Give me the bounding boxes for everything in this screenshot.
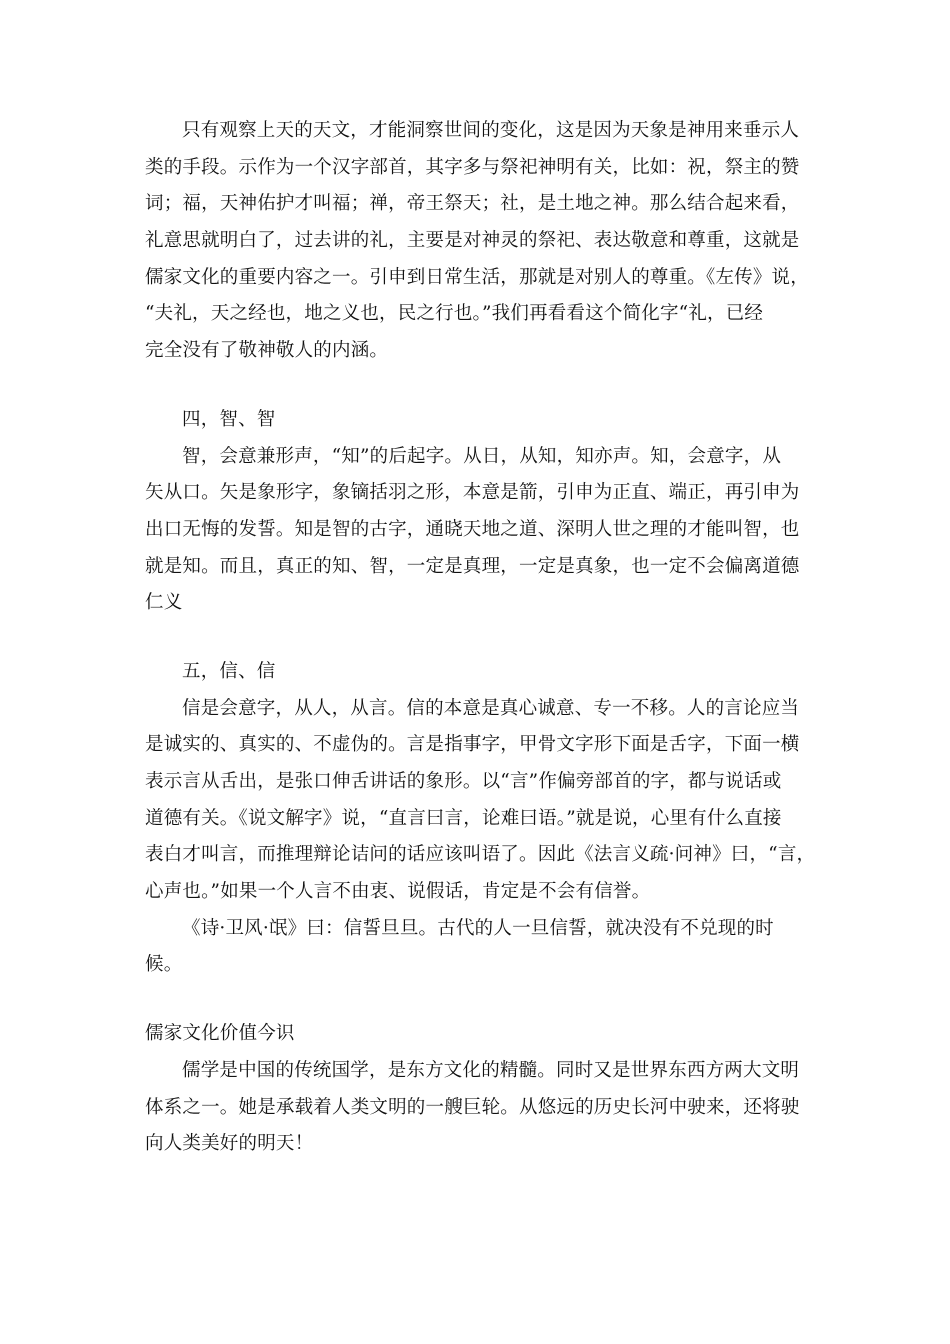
- paragraph-line: 《诗·卫风·氓》曰：信誓旦旦。古代的人一旦信誓，就决没有不兑现的时: [182, 917, 774, 939]
- paragraph-line: 类的手段。示作为一个汉字部首，其字多与祭祀神明有关，比如：祝，祭主的赞: [145, 156, 800, 178]
- paragraph-line: 儒学是中国的传统国学，是东方文化的精髓。同时又是世界东西方两大文明: [182, 1059, 800, 1081]
- paragraph-line: 就是知。而且，真正的知、智，一定是真理，一定是真象，也一定不会偏离道德: [145, 555, 800, 577]
- paragraph-xin-quote: [145, 911, 810, 984]
- paragraph-line: 仁义: [145, 592, 183, 614]
- paragraph-line: 儒家文化的重要内容之一。引申到日常生活，那就是对别人的尊重。《左传》说，: [145, 266, 809, 288]
- paragraph-line: 礼意思就明白了，过去讲的礼，主要是对神灵的祭祀、表达敬意和尊重，这就是: [145, 230, 800, 252]
- paragraph-line: 表白才叫言，而推理辩论诘问的话应该叫语了。因此《法言义疏·问神》曰，“言，: [145, 844, 816, 866]
- paragraph-line: 体系之一。她是承载着人类文明的一艘巨轮。从悠远的历史长河中驶来，还将驶: [145, 1096, 800, 1118]
- paragraph-line: 向人类美好的明天！: [145, 1133, 314, 1155]
- paragraph-line: 矢从口。矢是象形字，象镝括羽之形，本意是箭，引申为正直、端正，再引申为: [145, 482, 800, 504]
- section-heading-value: 儒家文化价值今识: [145, 1023, 295, 1045]
- paragraph-line: 表示言从舌出，是张口伸舌讲话的象形。以“言”作偏旁部首的字，都与说话或: [145, 771, 782, 792]
- paragraph-line: 道德有关。《说文解字》说，“直言曰言，论难曰语。”就是说，心里有什么直接: [145, 807, 782, 829]
- paragraph-line: 词；福，天神佑护才叫福；禅，帝王祭天；社，是土地之神。那么结合起来看，: [145, 193, 800, 215]
- paragraph-line: 智，会意兼形声，“知”的后起字。从日，从知，知亦声。知，会意字，从: [182, 445, 782, 467]
- paragraph-line: 是诚实的、真实的、不虚伪的。言是指事字，甲骨文字形下面是舌字，下面一横: [145, 734, 800, 756]
- paragraph-line: 出口无悔的发誓。知是智的古字，通晓天地之道、深明人世之理的才能叫智，也: [145, 518, 800, 540]
- paragraph-line: “夫礼，天之经也，地之义也，民之行也。”我们再看看这个简化字“礼，已经: [145, 303, 764, 325]
- paragraph-value: [145, 1053, 810, 1163]
- paragraph-line: 候。: [145, 954, 183, 976]
- paragraph-line: 完全没有了敬神敬人的内涵。: [145, 340, 389, 362]
- paragraph-zhi: [145, 439, 810, 622]
- section-heading-zhi: 四，智、智: [182, 408, 276, 430]
- document-page: [145, 113, 816, 1163]
- section-heading-xin: 五，信、信: [182, 660, 276, 682]
- paragraph-xin: [145, 691, 816, 911]
- paragraph-line: 只有观察上天的天文，才能洞察世间的变化，这是因为天象是神用来垂示人: [182, 120, 800, 141]
- paragraph-line: 信是会意字，从人，从言。信的本意是真心诚意、专一不移。人的言论应当: [182, 697, 800, 719]
- paragraph-line: 心声也。”如果一个人言不由衷、说假话，肯定是不会有信誉。: [145, 881, 651, 903]
- paragraph-li: [145, 113, 810, 370]
